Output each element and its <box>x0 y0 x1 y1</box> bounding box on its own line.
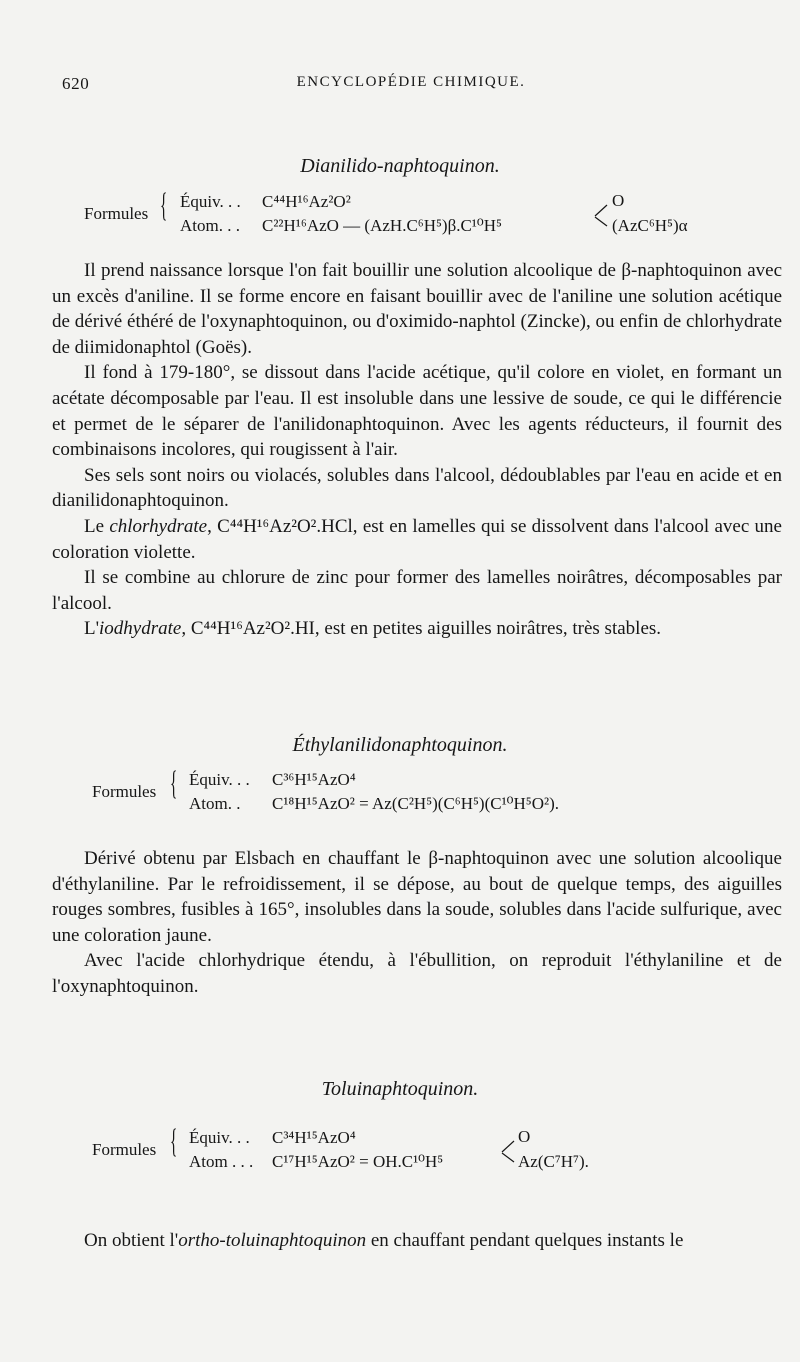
section-title: Éthylanilidonaphtoquinon. <box>292 734 508 756</box>
paragraph: Il fond à 179-180°, se dissout dans l'acide acétique, qu'il colore en violet, en formant un acétate décomposable par l'eau. Il est insoluble dans une lessive de soude, ce qui le différencie et permet de le séparer de l'anilidonaphtoquinon. Avec les agents réducteurs, il fournit des combinaisons incolores, qui rougissent à l'air. <box>52 362 782 461</box>
structure-bond-icon <box>500 1138 518 1164</box>
atom-label: Atom . . . <box>189 1152 254 1171</box>
structure-tail: (AzC⁶H⁵)α <box>612 216 688 235</box>
brace-icon: { <box>160 187 168 224</box>
section-body <box>52 1228 782 1254</box>
section-title: Toluinaphtoquinon. <box>321 1078 479 1100</box>
formulas-label: Formules <box>92 1140 157 1159</box>
atom-formula: C¹⁸H¹⁵AzO² = Az(C²H⁵)(C⁶H⁵)(C¹⁰H⁵O²). <box>272 794 559 813</box>
paragraph: Le chlorhydrate, C⁴⁴H¹⁶Az²O².HCl, est en lamelles qui se dissolvent dans l'alcool avec une coloration violette. <box>52 515 782 563</box>
atom-formula: C²²H¹⁶AzO — (AzH.C⁶H⁵)β.C¹⁰H⁵ <box>262 216 502 235</box>
term: iodhydrate <box>99 618 182 640</box>
paragraph: Dérivé obtenu par Elsbach en chauffant le β-naphtoquinon avec une solution alcoolique d'éthylaniline. Par le refroidissement, il se dépose, au bout de quelque temps, des aiguilles rouges sombres, fusibles à 165°, insolubles dans la soude, solubles dans l'acide sulfurique, avec une coloration jaune. <box>52 848 782 946</box>
paragraph: Ses sels sont noirs ou violacés, solubles dans l'alcool, dédoublables par l'eau en acide et en dianilidonaphtoquinon. <box>52 464 782 512</box>
equiv-formula: C³⁴H¹⁵AzO⁴ <box>272 1128 356 1147</box>
formula-block <box>0 187 800 240</box>
section-title: Dianilido-naphtoquinon. <box>300 155 500 177</box>
page-number: 620 <box>62 74 90 93</box>
brace-icon: { <box>170 1123 178 1160</box>
atom-label: Atom. . . <box>180 216 240 235</box>
equiv-formula: C⁴⁴H¹⁶Az²O² <box>262 192 351 211</box>
term: ortho-toluinaphtoquinon <box>178 1230 367 1251</box>
term: chlorhydrate <box>109 515 208 537</box>
equiv-label: Équiv. . . <box>189 1128 250 1147</box>
paragraph: On obtient l'ortho-toluinaphtoquinon en chauffant pendant quelques instants le <box>84 1230 684 1251</box>
brace-icon: { <box>170 765 178 802</box>
structure-tail: Az(C⁷H⁷). <box>518 1152 589 1171</box>
structure-group: O <box>518 1127 531 1146</box>
section-body <box>52 846 782 1000</box>
atom-formula: C¹⁷H¹⁵AzO² = OH.C¹⁰H⁵ <box>272 1152 444 1171</box>
formula-block <box>0 765 800 818</box>
formulas-label: Formules <box>84 204 149 223</box>
section-body <box>52 258 782 642</box>
structure-group: O <box>612 191 625 210</box>
structure-bond-icon <box>593 202 611 228</box>
formula-block <box>0 1123 800 1176</box>
page-header <box>62 74 760 100</box>
paragraph: Il se combine au chlorure de zinc pour former des lamelles noirâtres, décomposables par l'alcool. <box>52 567 782 614</box>
formulas-label: Formules <box>92 782 157 801</box>
running-title: ENCYCLOPÉDIE CHIMIQUE. <box>296 74 526 90</box>
paragraph: L'iodhydrate, C⁴⁴H¹⁶Az²O².HI, est en petites aiguilles noirâtres, très stables. <box>84 618 662 640</box>
equiv-label: Équiv. . . <box>180 192 241 211</box>
paragraph: Il prend naissance lorsque l'on fait bouillir une solution alcoolique de β-naphtoquinon avec un excès d'aniline. Il se forme encore en faisant bouillir avec de l'aniline une solution acétique de dérivé éthéré de l'oxynaphtoquinon, ou d'oximido-naphtol (Zincke), ou enfin de chlorhydrate de diimidonaphtol (Goës). <box>52 260 782 358</box>
atom-label: Atom. . <box>189 794 241 813</box>
equiv-formula: C³⁶H¹⁵AzO⁴ <box>272 770 356 789</box>
equiv-label: Équiv. . . <box>189 770 250 789</box>
paragraph: Avec l'acide chlorhydrique étendu, à l'ébullition, on reproduit l'éthylaniline et de l'oxynaphtoquinon. <box>52 950 782 997</box>
